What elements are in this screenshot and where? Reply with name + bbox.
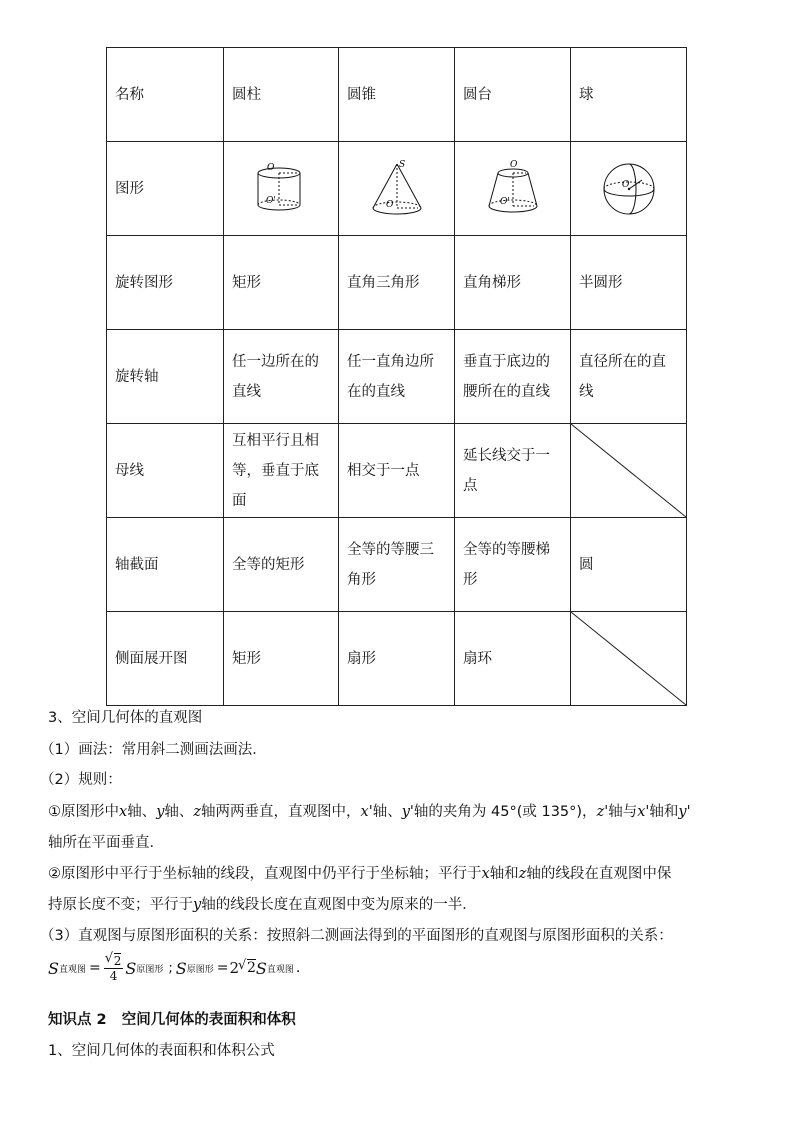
table-row-lateral-unfolding	[107, 612, 687, 706]
area-relation: （3）直观图与原图形面积的关系：按照斜二测画法得到的平面图形的直观图与原图形面积的关系：	[40, 928, 673, 944]
label-s: S	[398, 159, 405, 170]
knowledge-point-heading: 知识点 2 空间几何体的表面积和体积	[48, 1012, 296, 1028]
rule-2-cont: 持原长度不变；平行于y轴的线段长度在直观图中变为原来的一半．	[48, 897, 477, 913]
table-cell: 任一边所在的直线	[224, 330, 339, 424]
row-label: 图形	[107, 142, 224, 236]
empty-diagonal-cell	[571, 424, 687, 518]
label-o: O	[621, 179, 629, 190]
table-cell: 任一直角边所在的直线	[339, 330, 455, 424]
diagonal-line	[571, 612, 686, 705]
table-cell: 圆锥	[339, 48, 455, 142]
table-cell: 圆	[571, 518, 687, 612]
table-cell: 垂直于底边的腰所在的直线	[455, 330, 571, 424]
label-o: O	[385, 199, 393, 210]
section-3-heading: 3、空间几何体的直观图	[48, 710, 203, 726]
diagonal-line	[571, 424, 686, 517]
sphere-figure	[598, 158, 660, 220]
row-label: 侧面展开图	[107, 612, 224, 706]
table-cell: 直角三角形	[339, 236, 455, 330]
frustum-figure	[482, 158, 544, 220]
table-cell: 矩形	[224, 612, 339, 706]
table-row-rotation-shape	[107, 236, 687, 330]
table-row-axial-section	[107, 518, 687, 612]
fraction: √ $\frac{2}{4}$	[104, 954, 124, 983]
label-o-prime: O'	[499, 196, 510, 207]
rule-1: ①原图形中x轴、y轴、z轴两两垂直，直观图中，x'轴、y'轴的夹角为 45°(或 135°)，z'轴与x'轴和y'	[48, 804, 691, 820]
rule-2: ②原图形中平行于坐标轴的线段，直观图中仍平行于坐标轴；平行于x轴和z轴的线段在直观图中保	[48, 866, 672, 882]
empty-diagonal-cell	[571, 612, 687, 706]
table-cell: 直角梯形	[455, 236, 571, 330]
table-cell: 扇形	[339, 612, 455, 706]
drawing-method: （1）画法：常用斜二测画法画法．	[40, 742, 267, 758]
cone-figure-cell	[339, 142, 455, 236]
cylinder-figure-cell	[224, 142, 339, 236]
table-row-generatrix	[107, 424, 687, 518]
table-cell: 全等的等腰三角形	[339, 518, 455, 612]
row-label: 轴截面	[107, 518, 224, 612]
label-o: O	[509, 159, 517, 170]
cone-figure	[366, 158, 428, 220]
row-label: 母线	[107, 424, 224, 518]
area-formula: S 直观图 = √ $\frac{2}{4}$ S 原图形 ; S 原图形 = 2 √ 2 S 直观图 .	[48, 950, 300, 986]
table-cell: 全等的矩形	[224, 518, 339, 612]
frustum-figure-cell	[455, 142, 571, 236]
table-cell: 延长线交于一点	[455, 424, 571, 518]
table-cell: 直径所在的直线	[571, 330, 687, 424]
table-cell: 全等的等腰梯形	[455, 518, 571, 612]
rule-1-cont: 轴所在平面垂直．	[48, 835, 164, 851]
sphere-figure-cell	[571, 142, 687, 236]
table-cell: 互相平行且相等，垂直于底面	[224, 424, 339, 518]
formulas-heading: 1、空间几何体的表面积和体积公式	[48, 1043, 275, 1059]
table-row-figure	[107, 142, 687, 236]
table-cell: 圆柱	[224, 48, 339, 142]
rules-heading: （2）规则：	[40, 772, 122, 788]
table-cell: 圆台	[455, 48, 571, 142]
label-o: O	[267, 162, 275, 173]
row-label: 旋转图形	[107, 236, 224, 330]
table-cell: 扇环	[455, 612, 571, 706]
table-row-rotation-axis	[107, 330, 687, 424]
table-cell: 矩形	[224, 236, 339, 330]
table-cell: 半圆形	[571, 236, 687, 330]
table-cell: 相交于一点	[339, 424, 455, 518]
solids-of-revolution-table	[106, 47, 687, 706]
row-label: 旋转轴	[107, 330, 224, 424]
label-o-prime: O'	[266, 195, 276, 206]
table-cell: 球	[571, 48, 687, 142]
cylinder-figure	[251, 159, 311, 219]
row-label: 名称	[107, 48, 224, 142]
table-row-name	[107, 48, 687, 142]
